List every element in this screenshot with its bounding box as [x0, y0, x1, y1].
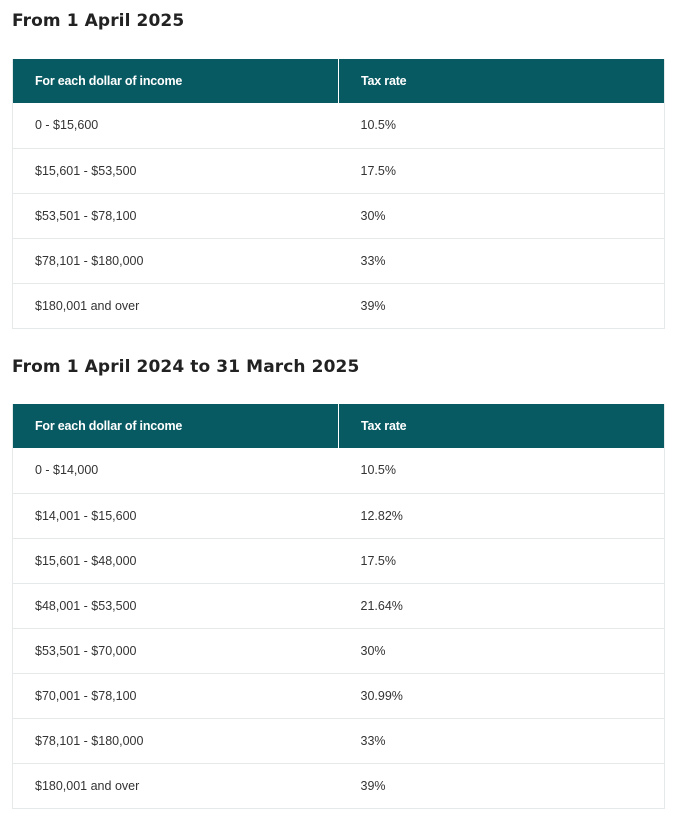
- table-row: [13, 538, 665, 583]
- income-range-cell: $14,001 - $15,600: [13, 493, 339, 538]
- section-title-from-1-april-2025: From 1 April 2025: [12, 11, 185, 31]
- table-row: [13, 583, 665, 628]
- tax-rate-cell: 33%: [339, 718, 665, 763]
- tax-rate-cell: 21.64%: [339, 583, 665, 628]
- table-row: [13, 673, 665, 718]
- table-row: [13, 283, 665, 328]
- income-range-cell: $48,001 - $53,500: [13, 583, 339, 628]
- column-header-tax-rate: Tax rate: [339, 59, 665, 103]
- table-row: [13, 448, 665, 493]
- income-range-cell: $70,001 - $78,100: [13, 673, 339, 718]
- tax-rate-cell: 39%: [339, 283, 665, 328]
- table-row: [13, 763, 665, 808]
- tax-rate-cell: 17.5%: [339, 538, 665, 583]
- table-header-row: [13, 59, 665, 103]
- table-row: [13, 493, 665, 538]
- tax-rate-cell: 10.5%: [360, 118, 396, 133]
- column-header-tax-rate: Tax rate: [339, 404, 665, 448]
- income-range-cell: $180,001 and over: [13, 763, 339, 808]
- tax-rate-cell: 33%: [339, 238, 665, 283]
- income-range-cell: $53,501 - $78,100: [13, 193, 339, 238]
- tax-rate-cell: 30%: [339, 193, 665, 238]
- table-row: [13, 628, 665, 673]
- tax-rate-cell: 39%: [339, 763, 665, 808]
- column-header-income: For each dollar of income: [13, 59, 339, 103]
- table-row: [13, 718, 665, 763]
- tax-rate-cell: 30.99%: [339, 673, 665, 718]
- table-row: [13, 238, 665, 283]
- income-range-cell: $180,001 and over: [13, 283, 339, 328]
- column-header-income: For each dollar of income: [13, 404, 339, 448]
- income-range-cell: $53,501 - $70,000: [13, 628, 339, 673]
- income-range-cell: $78,101 - $180,000: [13, 238, 339, 283]
- table-row: [13, 193, 665, 238]
- section-title-from-1-april-2024-to-31-march-2025: From 1 April 2024 to 31 March 2025: [12, 357, 360, 377]
- table-row: [13, 103, 665, 148]
- tax-rate-cell: 10.5%: [360, 463, 396, 478]
- tax-rate-cell: 17.5%: [339, 148, 665, 193]
- tax-rate-table-2024-2025: [12, 404, 665, 809]
- table-header-row: [13, 404, 665, 448]
- income-range-cell: 0 - $14,000: [35, 463, 99, 478]
- income-range-cell: $15,601 - $48,000: [13, 538, 339, 583]
- tax-rate-cell: 30%: [339, 628, 665, 673]
- income-range-cell: $15,601 - $53,500: [13, 148, 339, 193]
- tax-rate-table-2025: [12, 59, 665, 329]
- table-row: [13, 148, 665, 193]
- tax-rate-cell: 12.82%: [339, 493, 665, 538]
- income-range-cell: 0 - $15,600: [35, 118, 99, 133]
- income-range-cell: $78,101 - $180,000: [13, 718, 339, 763]
